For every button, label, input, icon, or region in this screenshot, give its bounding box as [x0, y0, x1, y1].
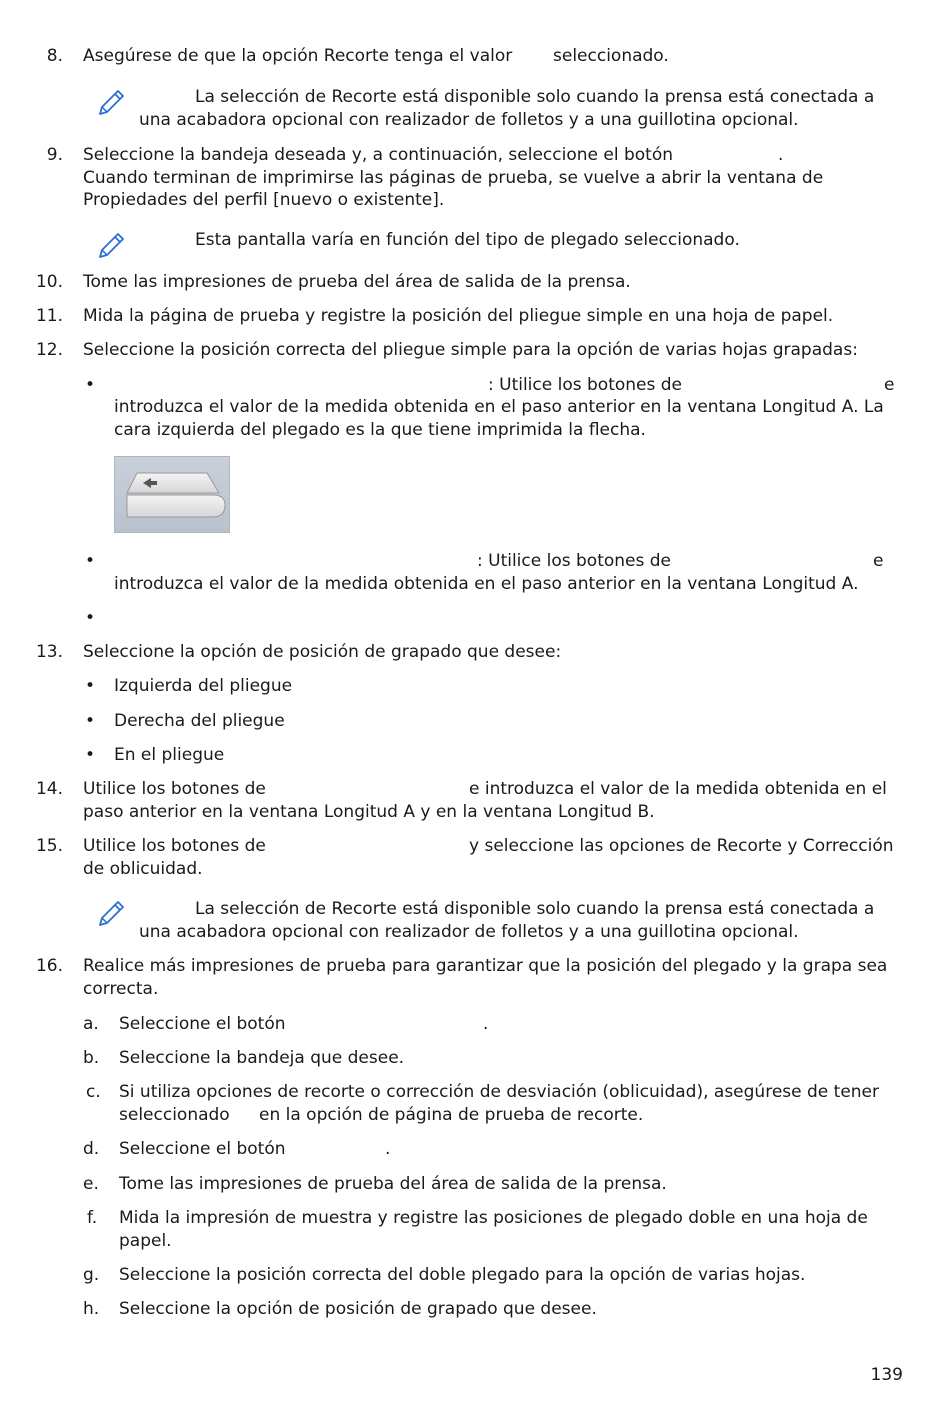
note-text: Esta pantalla varía en función del tipo de plegado seleccionado. — [195, 230, 740, 250]
note-text: La selección de Recorte está disponible solo cuando la prensa está conectada a — [195, 87, 875, 107]
step-text: . — [778, 145, 784, 165]
bullet-text: Derecha del pliegue — [114, 711, 285, 731]
substep-letter: g. — [83, 1265, 100, 1285]
substep-letter: e. — [83, 1174, 99, 1194]
substep-letter: h. — [83, 1299, 100, 1319]
step-number: 8. — [46, 46, 63, 66]
substep-text: en la opción de página de prueba de recorte. — [259, 1105, 644, 1125]
step-text: Mida la página de prueba y registre la posición del pliegue simple en una hoja de papel. — [83, 306, 834, 326]
step-number: 16. — [35, 956, 63, 976]
bullet-text: En el pliegue — [114, 745, 225, 765]
step-text: Realice más impresiones de prueba para garantizar que la posición del plegado y la grapa sea — [83, 956, 888, 976]
bullet: • — [85, 608, 96, 628]
step-number: 12. — [35, 340, 63, 360]
step-number: 9. — [46, 145, 63, 165]
step-text: Propiedades del perfil [nuevo o existente]. — [83, 190, 445, 210]
substep-letter: c. — [86, 1082, 101, 1102]
substep-letter: f. — [87, 1208, 98, 1228]
bullet-text: cara izquierda del plegado es la que tiene imprimida la flecha. — [114, 420, 646, 440]
step-number: 15. — [35, 836, 63, 856]
substep-text: . — [385, 1139, 391, 1159]
step-text: Cuando terminan de imprimirse las páginas de prueba, se vuelve a abrir la ventana de — [83, 168, 824, 188]
step-text: Utilice los botones de — [83, 779, 266, 799]
step-text: e introduzca el valor de la medida obtenida en el — [469, 779, 887, 799]
substep-text: Si utiliza opciones de recorte o corrección de desviación (oblicuidad), asegúrese de tener — [119, 1082, 879, 1102]
step-text: seleccionado. — [553, 46, 669, 66]
pencil-note-icon — [96, 86, 128, 118]
pencil-note-icon — [96, 897, 128, 929]
bullet: • — [85, 711, 96, 731]
substep-text: seleccionado — [119, 1105, 230, 1125]
step-text: y seleccione las opciones de Recorte y Corrección — [469, 836, 894, 856]
step-text: Tome las impresiones de prueba del área de salida de la prensa. — [83, 272, 631, 292]
step-text: Seleccione la posición correcta del pliegue simple para la opción de varias hojas grapadas: — [83, 340, 858, 360]
substep-text: Mida la impresión de muestra y registre las posiciones de plegado doble en una hoja de — [119, 1208, 868, 1228]
fold-arrow-icon — [115, 457, 229, 532]
step-text: Seleccione la opción de posición de grapado que desee: — [83, 642, 562, 662]
substep-text: . — [483, 1014, 489, 1034]
step-text: Utilice los botones de — [83, 836, 266, 856]
step-text: Asegúrese de que la opción Recorte tenga el valor — [83, 46, 513, 66]
step-text: correcta. — [83, 979, 159, 999]
pencil-note-icon — [96, 229, 128, 261]
step-number: 14. — [35, 779, 63, 799]
substep-letter: a. — [83, 1014, 99, 1034]
substep-text: Seleccione la bandeja que desee. — [119, 1048, 405, 1068]
step-number: 10. — [35, 272, 63, 292]
substep-text: Seleccione la posición correcta del doble plegado para la opción de varias hojas. — [119, 1265, 806, 1285]
step-number: 11. — [35, 306, 63, 326]
bullet-text: introduzca el valor de la medida obtenida en el paso anterior en la ventana Longitud A. La — [114, 397, 884, 417]
bullet-text: introduzca el valor de la medida obtenida en el paso anterior en la ventana Longitud A. — [114, 574, 859, 594]
step-text: de oblicuidad. — [83, 859, 203, 879]
note-text: una acabadora opcional con realizador de folletos y a una guillotina opcional. — [139, 922, 799, 942]
bullet: • — [85, 551, 96, 571]
substep-letter: d. — [83, 1139, 100, 1159]
substep-text: Seleccione el botón — [119, 1139, 286, 1159]
bullet: • — [85, 745, 96, 765]
bullet-text: e — [873, 551, 884, 571]
bullet-text: Izquierda del pliegue — [114, 676, 293, 696]
fold-left-image — [114, 456, 230, 533]
bullet-text: : Utilice los botones de — [477, 551, 672, 571]
bullet-text: e — [884, 375, 895, 395]
page-number: 139 — [870, 1365, 903, 1385]
note-text: una acabadora opcional con realizador de folletos y a una guillotina opcional. — [139, 110, 799, 130]
bullet-text: : Utilice los botones de — [488, 375, 683, 395]
substep-text: Seleccione la opción de posición de grapado que desee. — [119, 1299, 597, 1319]
step-number: 13. — [35, 642, 63, 662]
bullet: • — [85, 676, 96, 696]
substep-letter: b. — [83, 1048, 100, 1068]
bullet: • — [85, 375, 96, 395]
note-text: La selección de Recorte está disponible solo cuando la prensa está conectada a — [195, 899, 875, 919]
substep-text: Seleccione el botón — [119, 1014, 286, 1034]
step-text: paso anterior en la ventana Longitud A y en la ventana Longitud B. — [83, 802, 655, 822]
substep-text: Tome las impresiones de prueba del área de salida de la prensa. — [119, 1174, 667, 1194]
step-text: Seleccione la bandeja deseada y, a continuación, seleccione el botón — [83, 145, 673, 165]
substep-text: papel. — [119, 1231, 172, 1251]
